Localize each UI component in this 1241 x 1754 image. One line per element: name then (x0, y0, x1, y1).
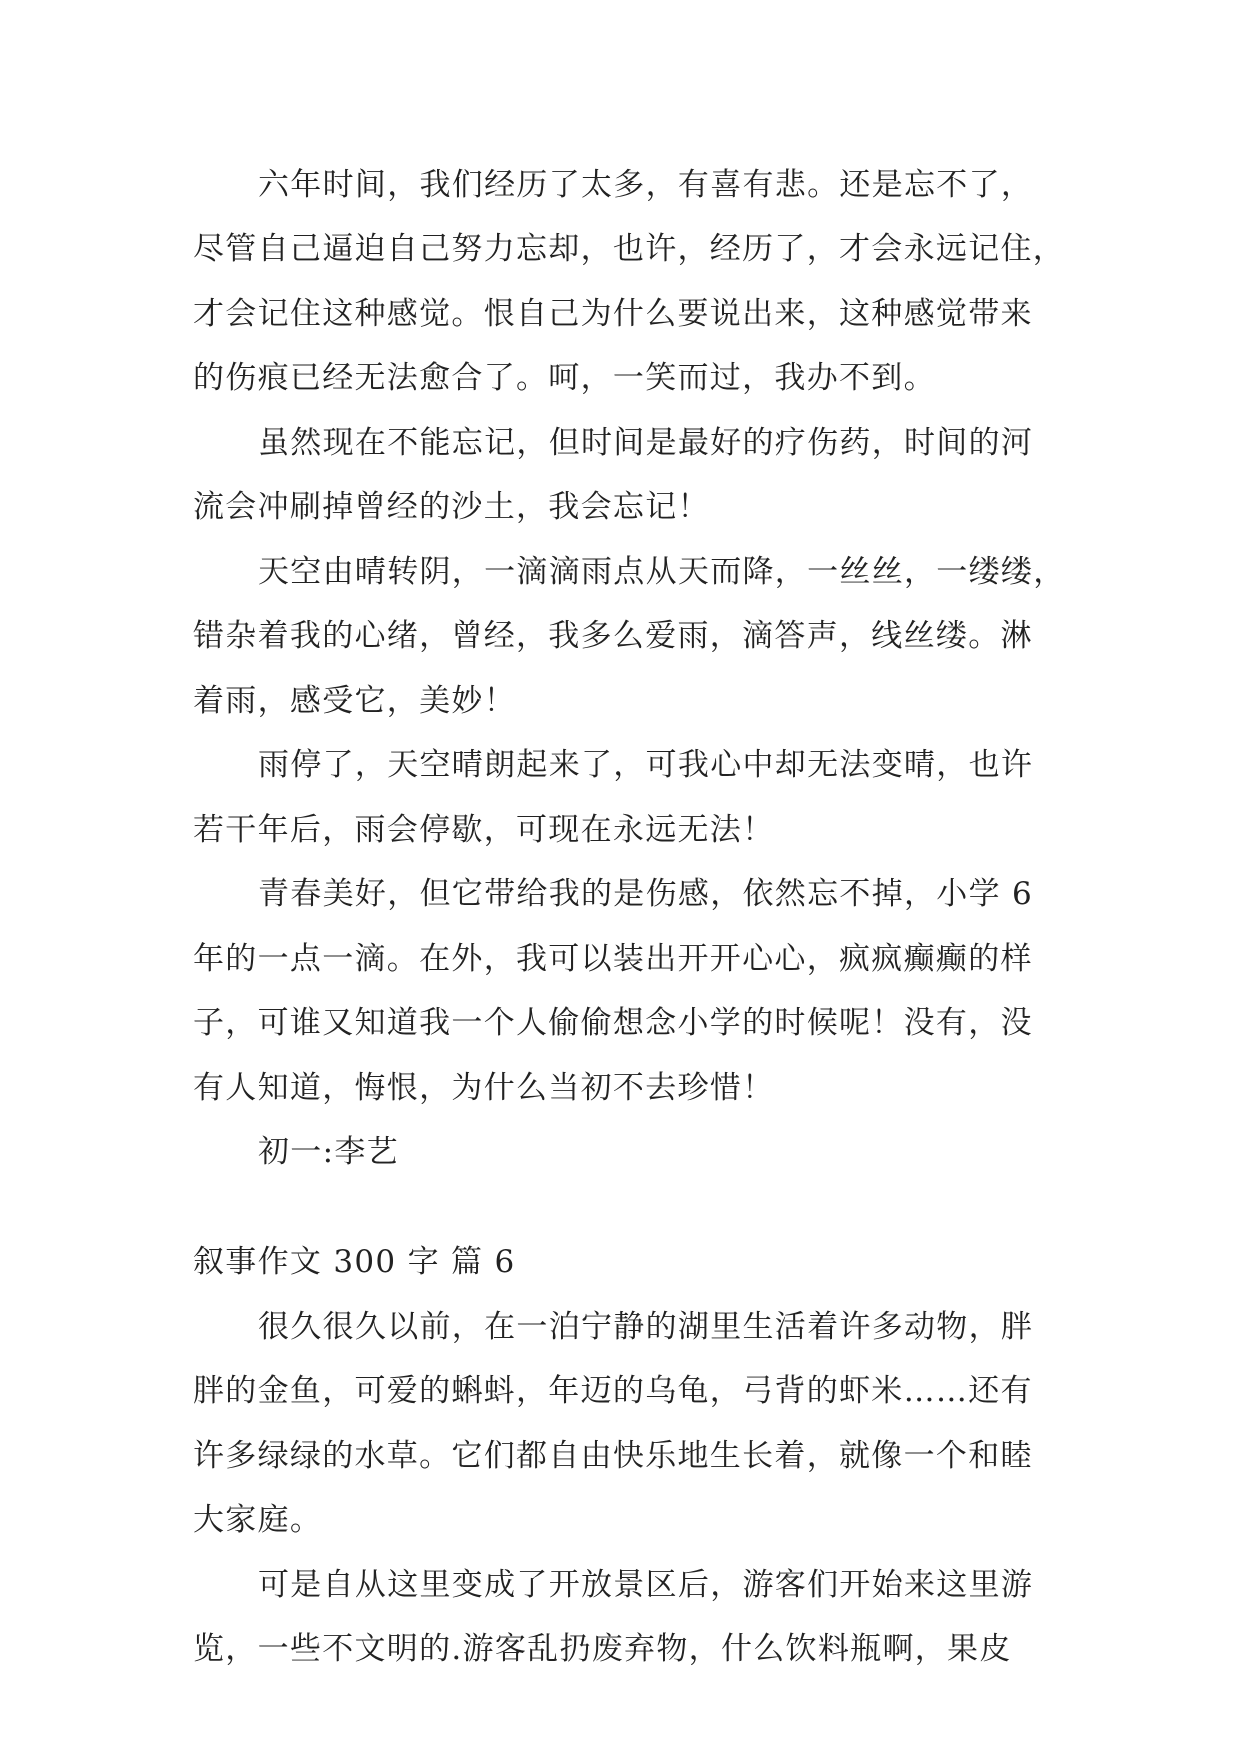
section-heading: 叙事作文 300 字 篇 6 (193, 1244, 516, 1280)
paragraph-line: 许多绿绿的水草。它们都自由快乐地生长着，就像一个和睦 (193, 1438, 1033, 1474)
author-signature: 初一:李艺 (258, 1134, 399, 1170)
paragraph-line: 年的一点一滴。在外，我可以装出开开心心，疯疯癫癫的样 (193, 941, 1033, 977)
paragraph-line: 青春美好，但它带给我的是伤感，依然忘不掉，小学 6 (258, 876, 1034, 912)
paragraph-line: 大家庭。 (193, 1502, 323, 1538)
paragraph-line: 可是自从这里变成了开放景区后，游客们开始来这里游 (258, 1567, 1034, 1603)
paragraph-line: 流会冲刷掉曾经的沙土，我会忘记！ (193, 489, 710, 525)
paragraph-line: 雨停了，天空晴朗起来了，可我心中却无法变晴，也许 (258, 747, 1034, 783)
paragraph-line: 着雨，感受它，美妙！ (193, 683, 516, 719)
paragraph-line: 很久很久以前，在一泊宁静的湖里生活着许多动物，胖 (258, 1309, 1034, 1345)
paragraph-line: 览，一些不文明的.游客乱扔废弃物，什么饮料瓶啊，果皮 (193, 1631, 1012, 1667)
paragraph-line: 子，可谁又知道我一个人偷偷想念小学的时候呢！没有，没 (193, 1005, 1033, 1041)
paragraph-line: 错杂着我的心绪，曾经，我多么爱雨，滴答声，线丝缕。淋 (193, 618, 1033, 654)
paragraph-line: 天空由晴转阴，一滴滴雨点从天而降，一丝丝，一缕缕， (258, 554, 1066, 590)
paragraph-line: 若干年后，雨会停歇，可现在永远无法！ (193, 812, 775, 848)
paragraph-line: 胖的金鱼，可爱的蝌蚪，年迈的乌龟，弓背的虾米……还有 (193, 1373, 1033, 1409)
paragraph-line: 尽管自己逼迫自己努力忘却，也许，经历了，才会永远记住， (193, 231, 1066, 267)
paragraph-line: 六年时间，我们经历了太多，有喜有悲。还是忘不了， (258, 167, 1034, 203)
paragraph-line: 有人知道，悔恨，为什么当初不去珍惜！ (193, 1070, 775, 1106)
paragraph-line: 的伤痕已经无法愈合了。呵，一笑而过，我办不到。 (193, 360, 936, 396)
paragraph-line: 虽然现在不能忘记，但时间是最好的疗伤药，时间的河 (258, 425, 1034, 461)
paragraph-line: 才会记住这种感觉。恨自己为什么要说出来，这种感觉带来 (193, 296, 1033, 332)
